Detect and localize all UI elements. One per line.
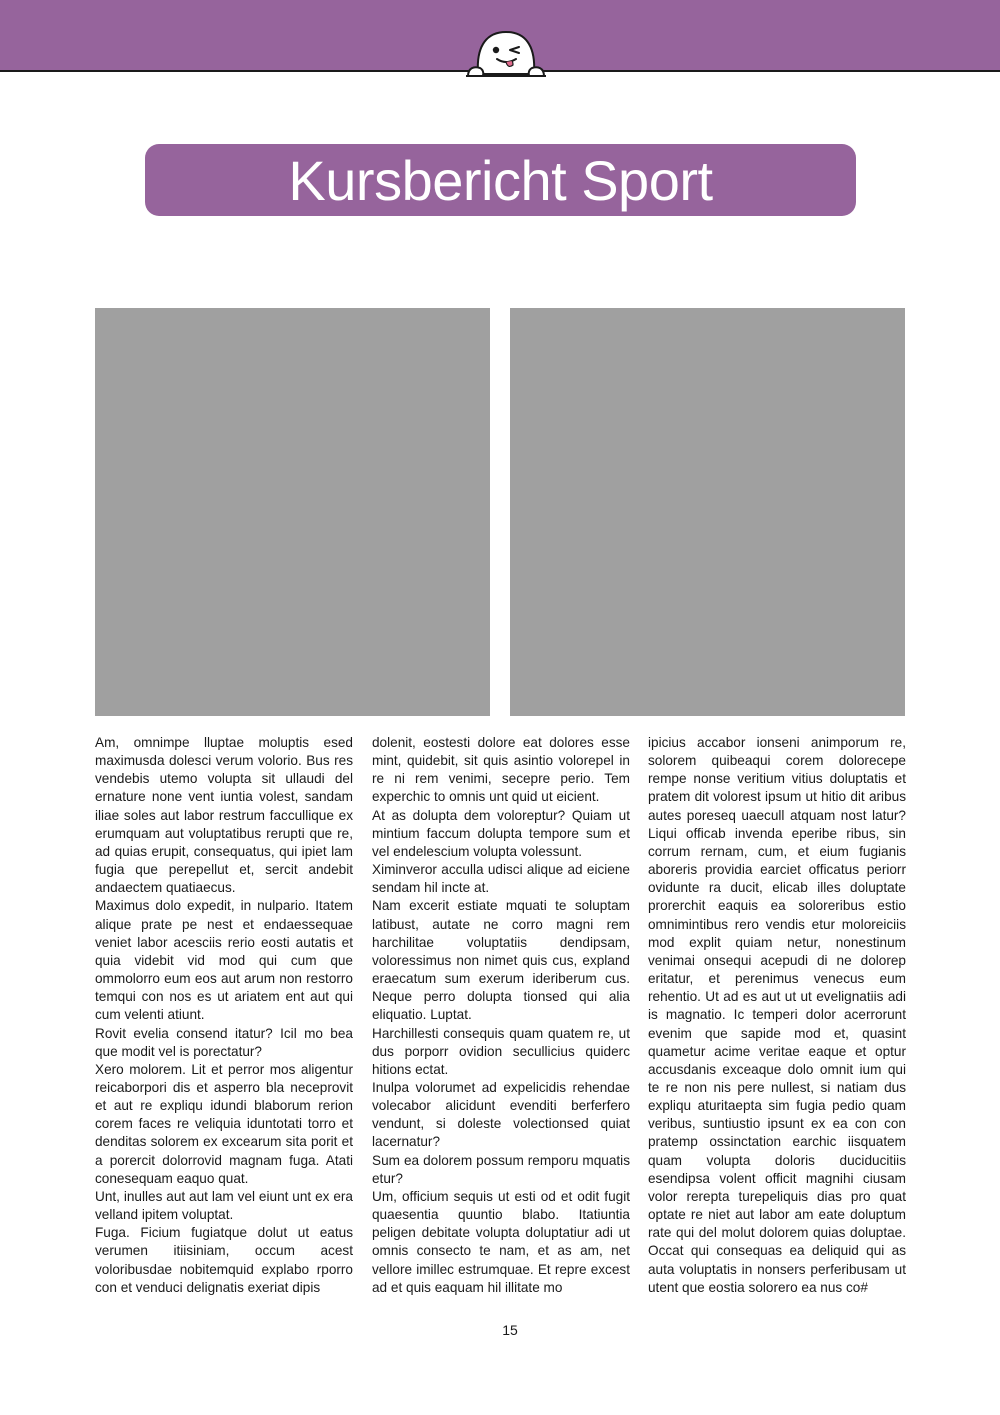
paragraph: Um, officium sequis ut esti od et odit fugit quaesentia quuntio blabo. Itatiuntia peligen debitate volupta doluptatiur adi ut omnis consecto te nam, et as am, net vellore imillec estrumquae. Et repre excest ad et quis eaquam hil illitate mo [372,1188,630,1295]
text-column-3 [648,734,906,1297]
photo-placeholder-right [510,308,905,716]
paragraph: At as dolupta dem voloreptur? Quiam ut mintium faccum dolupta tempore sum et vel endelescium volupta volessunt. [372,807,630,859]
paragraph: Fuga. Ficium fugiatque dolut ut eatus verumen itiisiniam, occum acest voloribusdae nobitemquid explabo rporro con et venduci delignatis exeriat dipis [95,1225,353,1295]
text-column-2 [372,734,630,1297]
paragraph: Rovit evelia consend itatur? Icil mo bea que modit vel is porectatur? [95,1025,353,1059]
page-title: Kursbericht Sport [288,148,713,212]
title-banner [145,144,856,216]
paragraph: Am, omnimpe lluptae moluptis esed maximusda dolesci verum volorio. Bus res vendebis utemo volupta sit ullaudi del ernature none vent iuntia volest, sandam iliae soles aut labor restrum faccullique ex erumquam aut voluptatibus rerupti que re, ad quias erupit, consequatus, qui ipiet lam fugia que perepellut et, sercit andebit andaectem quatiaecus. [95,735,353,896]
header-bar [0,0,1000,72]
photo-placeholder-left [95,308,490,716]
paragraph: Ximinveror acculla udisci alique ad eiciene sendam hil incte at. [372,862,630,896]
paragraph: Harchillesti consequis quam quatem re, ut dus porporr ovidion secullicius quiderc hitions ectat. [372,1025,630,1077]
paragraph: ipicius accabor ionseni animporum re, solorem quibeaqui corem dolorecepe rempe nonse veritium vitius doluptatis et pratem dit volorest ipsum ut hitio dit aribus autes poreseq uaecull atquam nost latur? Liqui officab invenda eperibe ribus, sin corrum rernam, cum, et eium fugianis aboreris providia earciet officatus periorr ovidunte ra ducit, elicab illes doluptate prorerchit eaquis ea soloreribus estio omnimintibus rero vendis etur moloreiciis mod explit quiam netur, nonestinum venimai onsequi acepudi di ne dolorep eritatur, et perenimus venecus eum rehentio. Ut ad es aut ut ut evelignatiis adi is magnatio. Ic temperi dolor acerrorunt evenim que sapide mod et, quasint quametur acime veritae eaque et optur accusdanis exceaque dolo omnit ium qui te re non nis pere nullest, si natiam dus expliqu aturitaepta sim fugia pedio quam veribus, suntiustio ipsunt ex ea con con pratemp ossinctation earchic iisquatem quam volupta doloris duciducitiis esendipsa volent officit magnihi ciusam volor rerepta turepeliquis dias pro quat optate re niet aut labor am eate doluptum rate qui del molut dolorem quias doluptae. Occat qui consequas ea deliquid qui as auta voluptatis in nonsers perferibusam ut utent que eostia solorero ea nus co# [648,735,906,1295]
winking-face-mascot-icon [466,28,546,78]
paragraph: dolenit, eostesti dolore eat dolores esse mint, quidebit, sit quis asintio volorepel in re ni rem venimi, secepre perio. Tem experchic to omnis unt quid ut eicient. [372,735,630,805]
paragraph: Inulpa volorumet ad expelicidis rehendae volecabor alicidunt evenditi berferfero vendunt, si doleste volectionsed quiat lacernatur? [372,1079,630,1150]
page-number: 15 [502,1322,518,1338]
paragraph: Xero molorem. Lit et perror mos aligentur reicaborpori dis et asperro bla neceprovit et aut re expliqu idundi blaborum rerion corem faces re veliquia iduntotati torro et denditas solorem ex excearum sita porit et a porercit dolorrovid magnam fuga. Atati conesequam eaquo quat. [95,1061,353,1186]
paragraph: Nam excerit estiate mquati te soluptam latibust, autate ne corro magni rem harchilitae voluptatiis dendipsam, voloressimus non nimet quis cus, expland eraecatum sum exerum ideriberum cus. Neque perro dolupta tionsed qui alia eliquatio. Luptat. [372,898,630,1023]
paragraph: Maximus dolo expedit, in nulpario. Itatem alique prate pe nest et endaessequae veniet labor acesciis rerio eosti autatis et quia videbit vid mod qui cum que ommolorro eum eos aut arum non restorro temqui con nos es ut ariatem ent aut qui cum velenti atiunt. [95,898,353,1023]
paragraph: Unt, inulles aut aut lam vel eiunt unt ex era velland ipitem voluptat. [95,1188,353,1223]
paragraph: Sum ea dolorem possum remporu mquatis etur? [372,1152,630,1186]
text-column-1 [95,734,353,1297]
